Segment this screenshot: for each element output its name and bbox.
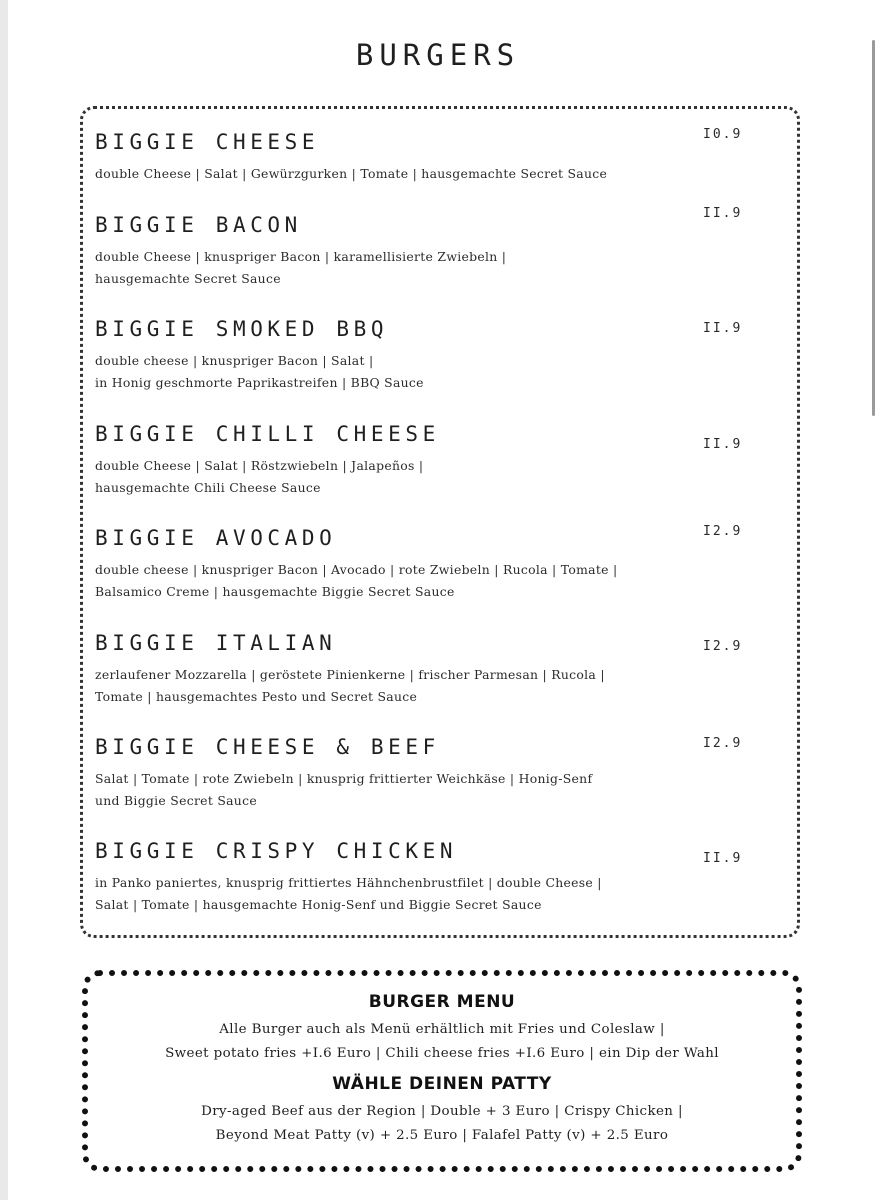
item-description-line: in Honig geschmorte Paprikastreifen | BBQ Sauce (95, 375, 424, 390)
patty-options (88, 1100, 796, 1148)
item-description (95, 350, 785, 394)
item-description-line: double Cheese | knuspriger Bacon | karamellisierte Zwiebeln | (95, 249, 507, 264)
item-description (95, 455, 785, 499)
item-description-line: hausgemachte Chili Cheese Sauce (95, 480, 321, 495)
page-title: BURGERS (355, 38, 521, 72)
patty-heading: WÄHLE DEINEN PATTY (332, 1074, 552, 1094)
item-price: I2.9 (703, 524, 743, 539)
extras-line: Dry-aged Beef aus der Region | Double + 3 Euro | Crispy Chicken | (201, 1104, 683, 1119)
item-description-line: Salat | Tomate | rote Zwiebeln | knusprig frittierter Weichkäse | Honig-Senf (95, 771, 593, 786)
item-price: II.9 (703, 437, 743, 452)
item-name: BIGGIE CHEESE & BEEF (95, 735, 440, 759)
item-description-line: Salat | Tomate | hausgemachte Honig-Senf und Biggie Secret Sauce (95, 897, 542, 912)
item-description-line: Tomate | hausgemachtes Pesto und Secret Sauce (95, 689, 418, 704)
burger-menu-heading: BURGER MENU (368, 992, 516, 1012)
page-edge (0, 0, 8, 1200)
item-name: BIGGIE ITALIAN (95, 631, 337, 655)
extras-line: Alle Burger auch als Menü erhältlich mit Fries und Coleslaw | (219, 1022, 665, 1037)
menu-item (95, 734, 785, 812)
item-price: I2.9 (703, 736, 743, 751)
item-name: BIGGIE SMOKED BBQ (95, 317, 389, 341)
extras-line: Beyond Meat Patty (v) + 2.5 Euro | Falafel Patty (v) + 2.5 Euro (215, 1128, 669, 1143)
burger-menu-description (88, 1018, 796, 1066)
item-price: II.9 (703, 321, 743, 336)
item-name: BIGGIE CHEESE (95, 130, 320, 154)
item-price: I0.9 (703, 127, 743, 142)
menu-item (95, 630, 785, 708)
item-price: II.9 (703, 851, 743, 866)
item-name: BIGGIE CHILLI CHEESE (95, 422, 440, 446)
menu-item (95, 525, 785, 603)
item-description-line: und Biggie Secret Sauce (95, 793, 257, 808)
menu-item (95, 316, 785, 394)
item-name: BIGGIE AVOCADO (95, 526, 337, 550)
item-name: BIGGIE BACON (95, 213, 302, 237)
item-description (95, 664, 785, 708)
item-description-line: double cheese | knuspriger Bacon | Salat | (95, 353, 374, 368)
item-description-line: in Panko paniertes, knusprig frittiertes Hähnchenbrustfilet | double Cheese | (95, 875, 602, 890)
item-description-line: Balsamico Creme | hausgemachte Biggie Secret Sauce (95, 584, 455, 599)
item-description (95, 768, 785, 812)
extras-line: Sweet potato fries +I.6 Euro | Chili cheese fries +I.6 Euro | ein Dip der Wahl (165, 1046, 719, 1061)
item-description-line: hausgemachte Secret Sauce (95, 271, 281, 286)
item-description-line: double cheese | knuspriger Bacon | Avocado | rote Zwiebeln | Rucola | Tomate | (95, 562, 618, 577)
menu-item (95, 838, 785, 916)
item-name: BIGGIE CRISPY CHICKEN (95, 839, 458, 863)
item-description (95, 246, 785, 290)
item-description (95, 559, 785, 603)
menu-item (95, 421, 785, 499)
item-price: II.9 (703, 206, 743, 221)
item-description (95, 872, 785, 916)
menu-item (95, 129, 785, 185)
item-description-line: zerlaufener Mozzarella | geröstete Pinienkerne | frischer Parmesan | Rucola | (95, 667, 605, 682)
menu-item (95, 212, 785, 290)
item-description-line: double Cheese | Salat | Gewürzgurken | Tomate | hausgemachte Secret Sauce (95, 166, 608, 181)
item-description (95, 163, 785, 185)
item-price: I2.9 (703, 639, 743, 654)
burger-menu-box (80, 106, 800, 938)
burger-menu-extras-box (82, 970, 802, 1172)
scrollbar-thumb[interactable] (872, 40, 875, 416)
item-description-line: double Cheese | Salat | Röstzwiebeln | Jalapeños | (95, 458, 424, 473)
